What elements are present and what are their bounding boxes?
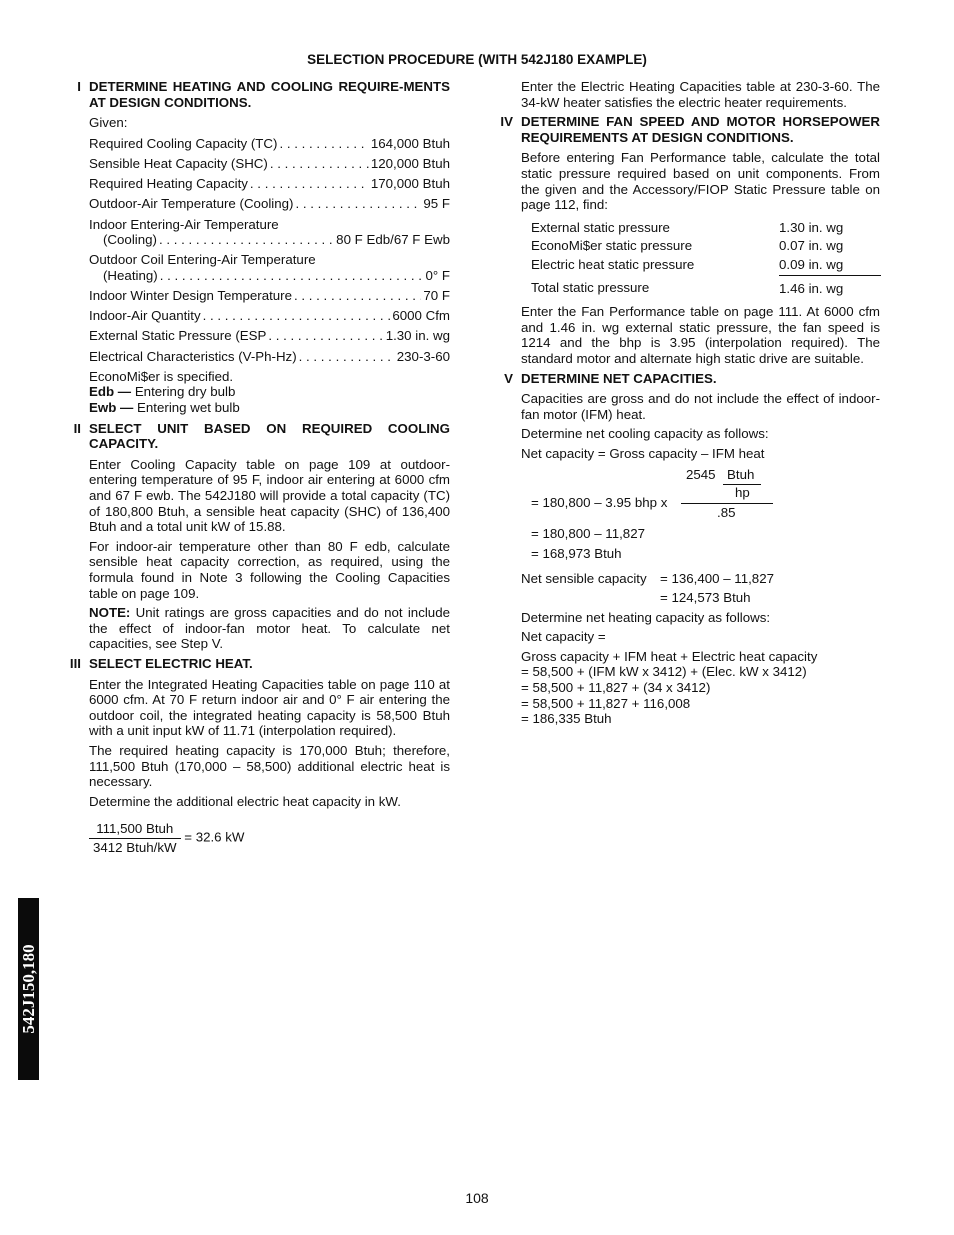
paragraph: For indoor-air temperature other than 80 F edb, calculate sensible heat capacity correction, as required, using the formula found in Note 3 following the Cooling Capacities table on page 109. <box>89 538 450 601</box>
static-pressure-table <box>531 219 881 298</box>
paragraph: Determine net cooling capacity as follows: <box>521 426 769 442</box>
paragraph: Enter the Fan Performance table on page 111. At 6000 cfm and 1.46 in. wg external static pressure, the fan speed is 1214 and the bhp is 3.95 (interpolation required). The standard motor and alternate high static drive are suitable. <box>521 304 880 366</box>
paragraph: Before entering Fan Performance table, calculate the total static pressure required based on unit components. From the given and the Accessory/FIOP Static Pressure table on page 112, find: <box>521 150 880 213</box>
given-item: Indoor-Air Quantity . . . 6000 Cfm <box>89 308 450 324</box>
given-item-indoor-entering: Indoor Entering-Air Temperature (Cooling) . . . 80 F Edb/67 F Ewb <box>89 217 450 248</box>
section-number: V <box>504 370 513 386</box>
page-number: 108 <box>465 1190 489 1206</box>
given-item: Indoor Winter Design Temperature . . . 70 F <box>89 288 450 304</box>
equation-result: = 168,973 Btuh <box>531 546 622 562</box>
given-item: Required Heating Capacity . . . 170,000 Btuh <box>89 176 450 192</box>
legend-ewb: Ewb — Entering wet bulb <box>89 400 240 416</box>
equation-btuh: Btuh <box>723 467 761 485</box>
electric-heat-fraction <box>89 821 450 855</box>
section-heading: DETERMINE NET CAPACITIES. <box>521 370 717 386</box>
section-number: III <box>69 655 81 671</box>
table-row: External static pressure 1.30 in. wg <box>531 219 844 235</box>
paragraph: Capacities are gross and do not include the effect of indoor-fan motor (IFM) heat. <box>521 391 880 422</box>
equation-left: = 180,800 – 3.95 bhp x <box>531 495 668 511</box>
section-4 <box>497 114 880 366</box>
note: NOTE: Unit ratings are gross capacities and do not include the effect of indoor-fan motor heat. To calculate net capacities, see Step V. <box>89 605 450 652</box>
side-tab-label: 542J150,180 <box>18 944 38 1034</box>
equation-hp: hp <box>735 485 750 501</box>
given-item: Sensible Heat Capacity (SHC) . . . 120,000 Btuh <box>89 156 450 172</box>
table-row: Electric heat static pressure 0.09 in. wg <box>531 256 881 275</box>
paragraph: Enter the Integrated Heating Capacities table on page 110 at 6000 cfm. At 70 F return indoor air and 0° F air entering the outdoor coil, the integrated heating capacity is 58,500 Btuh with a unit input kW of 11.71 (interpolation required). <box>89 676 450 739</box>
page-title: SELECTION PROCEDURE (WITH 542J180 EXAMPLE) <box>307 52 647 67</box>
section-5 <box>497 371 880 727</box>
paragraph: The required heating capacity is 170,000 Btuh; therefore, 111,500 Btuh (170,000 – 58,500) additional electric heat is necessary. <box>89 742 450 790</box>
given-label: Given: <box>89 115 128 131</box>
right-column <box>497 79 880 727</box>
table-row: EconoMi$er static pressure 0.07 in. wg <box>531 238 844 254</box>
section-heading: DETERMINE HEATING AND COOLING REQUIRE-MENTS AT DESIGN CONDITIONS. <box>89 79 450 110</box>
legend-edb: Edb — Entering dry bulb <box>89 384 236 400</box>
given-item: Outdoor-Air Temperature (Cooling) . . . 95 F <box>89 196 450 212</box>
paragraph: Net capacity = <box>521 629 606 645</box>
given-item: Electrical Characteristics (V-Ph-Hz) . . . 230-3-60 <box>89 349 450 365</box>
paragraph: Determine the additional electric heat capacity in kW. <box>89 793 401 809</box>
section-heading: SELECT UNIT BASED ON REQUIRED COOLING CAPACITY. <box>89 420 450 452</box>
side-tab <box>18 898 39 1080</box>
section-1 <box>65 79 450 416</box>
paragraph: Determine net heating capacity as follows: <box>521 609 771 625</box>
net-heating-equation: Gross capacity + IFM heat + Electric heat capacity = 58,500 + (IFM kW x 3412) + (Elec. kW x 3412) = 58,500 + 11,827 + (34 x 3412) = 58,500 + 11,827 + 116,008 = 186,335 Btuh <box>521 648 818 727</box>
given-item: Required Cooling Capacity (TC) . . . 164,000 Btuh <box>89 136 450 152</box>
fraction-result: = 32.6 kW <box>184 829 245 845</box>
section-3 <box>65 656 450 856</box>
section-number: IV <box>500 114 513 130</box>
given-item: External Static Pressure (ESP . . . 1.30 in. wg <box>89 328 450 344</box>
section-number: I <box>77 79 81 94</box>
equation-denominator: .85 <box>717 505 736 521</box>
given-item-outdoor-coil: Outdoor Coil Entering-Air Temperature (Heating) . . . 0° F <box>89 252 450 283</box>
paragraph: Enter the Electric Heating Capacities table at 230-3-60. The 34-kW heater satisfies the electric heater requirements. <box>521 79 880 110</box>
economizer-note: EconoMi$er is specified. <box>89 368 234 384</box>
left-column <box>65 79 450 855</box>
equation-step: = 180,800 – 11,827 <box>531 526 645 542</box>
table-total-row: Total static pressure 1.46 in. wg <box>531 280 844 296</box>
section-heading: DETERMINE FAN SPEED AND MOTOR HORSEPOWER REQUIREMENTS AT DESIGN CONDITIONS. <box>521 114 880 145</box>
fraction-numerator: 111,500 Btuh <box>89 821 181 839</box>
fraction-denominator: 3412 Btuh/kW <box>93 839 177 855</box>
paragraph: Net capacity = Gross capacity – IFM heat <box>521 445 765 461</box>
net-cooling-equation <box>521 465 880 523</box>
paragraph: Enter Cooling Capacity table on page 109 at outdoor-entering temperature of 95 F, indoor air entering at 6000 cfm and 67 F ewb. The 542J180 will provide a total capacity (TC) of 180,800 Btuh, a sensible heat capacity (SHC) of 136,400 Btuh and a total unit kW of 15.88. <box>89 456 450 535</box>
section-number: II <box>73 420 81 436</box>
net-sensible-capacity: Net sensible capacity = 136,400 – 11,827 = 124,573 Btuh <box>521 570 774 605</box>
section-heading: SELECT ELECTRIC HEAT. <box>89 655 253 671</box>
equation-constant: 2545 <box>686 467 716 483</box>
section-2 <box>65 421 450 652</box>
